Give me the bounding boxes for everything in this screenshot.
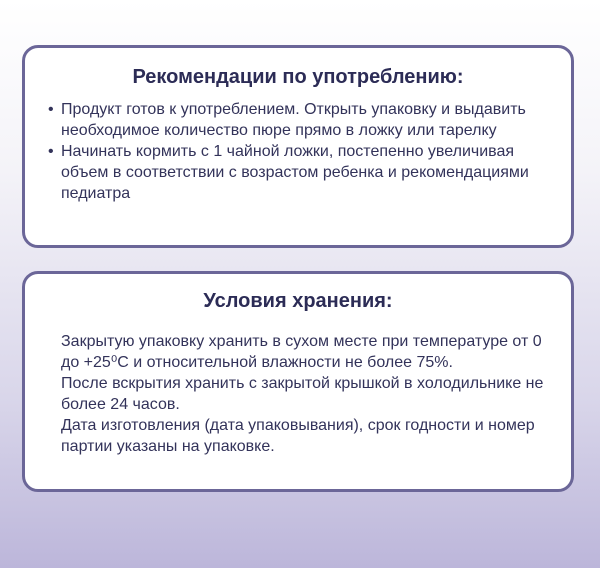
storage-card (22, 271, 574, 492)
usage-item-text: Начинать кормить с 1 чайной ложки, постепенно увеличивая объем в соответствии с возрастом ребенка и рекомендациями педиатра (61, 143, 529, 202)
usage-title: Рекомендации по употреблению: (132, 66, 464, 88)
storage-paragraph: Дата изготовления (дата упаковывания), срок годности и номер партии указаны на упаковке. (61, 417, 535, 455)
usage-item-text: Продукт готов к употреблением. Открыть упаковку и выдавить необходимое количество пюре прямо в ложку или тарелку (61, 101, 526, 139)
list-item (48, 99, 551, 141)
bullet-icon: • (48, 143, 54, 160)
storage-paragraph: После вскрытия хранить с закрытой крышкой в холодильнике не более 24 часов. (61, 375, 544, 413)
storage-text (25, 331, 571, 457)
usage-card (22, 45, 574, 248)
bullet-icon: • (48, 101, 54, 118)
storage-title: Условия хранения: (203, 290, 393, 312)
list-item (48, 141, 551, 204)
usage-list (25, 99, 571, 204)
storage-paragraph: Закрытую упаковку хранить в сухом месте при температуре от 0 до +25⁰С и относительной влажности не более 75%. (61, 333, 542, 371)
